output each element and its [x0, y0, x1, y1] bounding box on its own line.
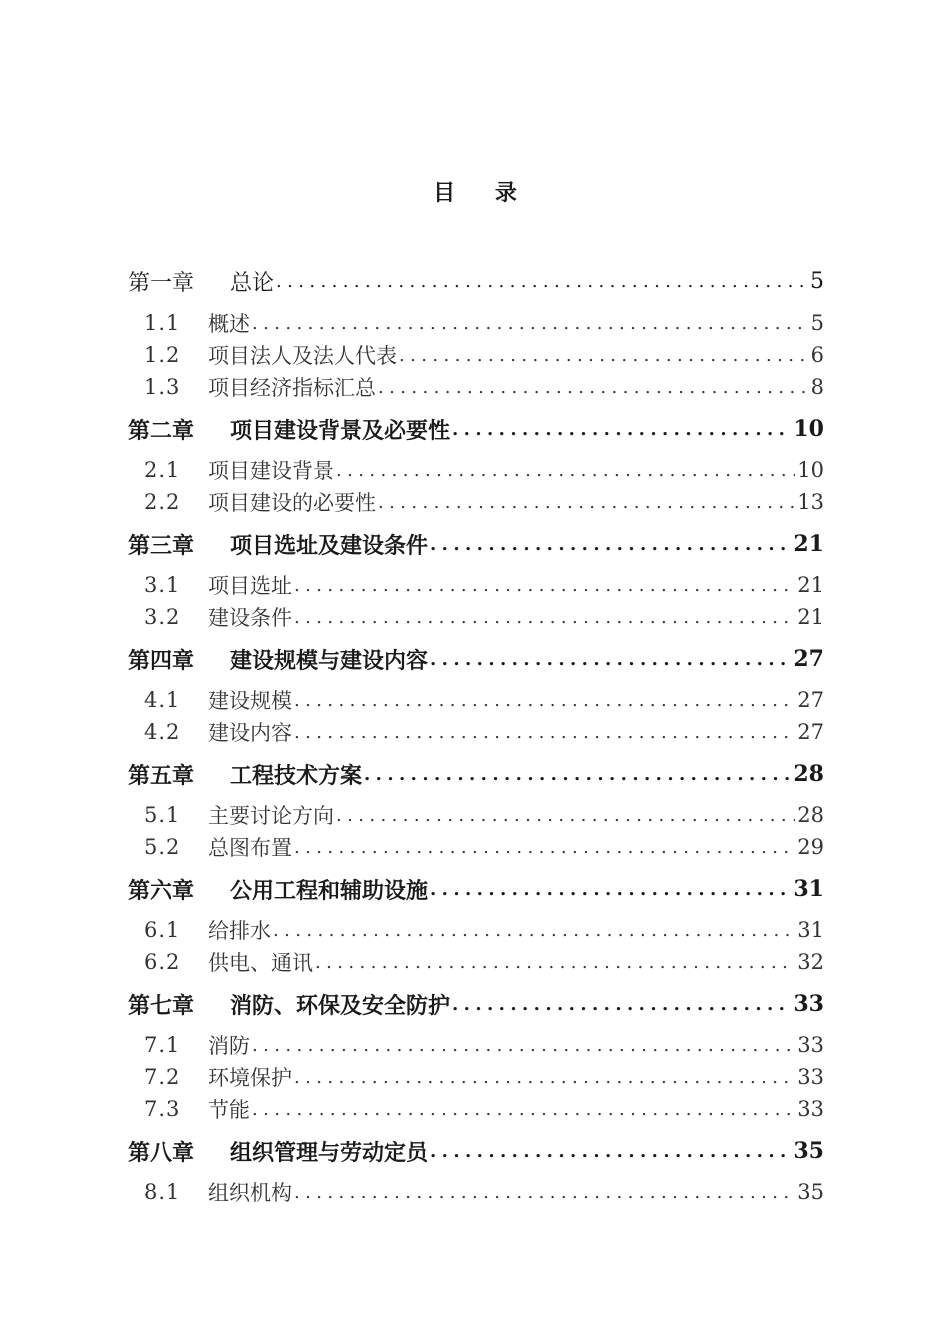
toc-section-entry[interactable] — [144, 915, 824, 945]
toc-entry-number: 5.1 — [144, 803, 181, 827]
toc-dot-leader — [294, 837, 795, 858]
toc-section-entry[interactable] — [144, 1094, 824, 1124]
toc-dot-leader — [315, 952, 795, 973]
toc-entry-title: 供电、通讯 — [208, 951, 313, 975]
toc-entry-number: 5.2 — [144, 835, 181, 859]
toc-entry-page-number: 10 — [793, 416, 824, 442]
toc-entry-title: 项目选址及建设条件 — [230, 532, 429, 559]
toc-entry-page-number: 35 — [797, 1180, 824, 1204]
toc-dot-leader — [294, 1182, 795, 1203]
toc-entry-page-number: 35 — [793, 1138, 824, 1164]
toc-chapter-entry[interactable] — [128, 1136, 824, 1166]
toc-section-entry[interactable] — [144, 487, 824, 517]
toc-entry-page-number: 33 — [797, 1097, 824, 1121]
toc-entry-page-number: 5 — [810, 268, 824, 294]
toc-section-entry[interactable] — [144, 1177, 824, 1207]
toc-section-entry[interactable] — [144, 455, 824, 485]
toc-entry-title: 主要讨论方向 — [208, 804, 334, 828]
toc-entry-title: 组织管理与劳动定员 — [230, 1139, 429, 1166]
toc-section-entry[interactable] — [144, 685, 824, 715]
toc-section-entry[interactable] — [144, 800, 824, 830]
toc-dot-leader — [430, 649, 791, 670]
toc-entry-page-number: 21 — [797, 605, 824, 629]
toc-entry-page-number: 21 — [797, 573, 824, 597]
toc-dot-leader — [430, 1141, 791, 1162]
toc-entry-title: 项目法人及法人代表 — [208, 344, 397, 368]
toc-entry-number: 第二章 — [128, 417, 195, 444]
toc-entry-title: 给排水 — [208, 919, 271, 943]
toc-dot-leader — [294, 607, 795, 628]
toc-entry-title: 消防 — [208, 1034, 250, 1058]
toc-dot-leader — [452, 419, 791, 440]
toc-dot-leader — [430, 534, 791, 555]
toc-entry-page-number: 33 — [797, 1065, 824, 1089]
toc-dot-leader — [276, 271, 808, 292]
toc-dot-leader — [294, 690, 795, 711]
toc-dot-leader — [273, 920, 795, 941]
toc-entry-title: 项目建设的必要性 — [208, 491, 376, 515]
toc-entry-number: 1.3 — [144, 375, 181, 399]
toc-entry-number: 4.1 — [144, 688, 181, 712]
toc-chapter-entry[interactable] — [128, 529, 824, 559]
toc-dot-leader — [399, 345, 809, 366]
toc-entry-page-number: 29 — [797, 835, 824, 859]
toc-entry-page-number: 28 — [797, 803, 824, 827]
toc-entry-number: 1.2 — [144, 343, 181, 367]
toc-entry-number: 7.1 — [144, 1033, 181, 1057]
toc-chapter-entry[interactable] — [128, 874, 824, 904]
toc-entry-title: 项目建设背景及必要性 — [230, 417, 451, 444]
toc-entry-page-number: 28 — [793, 761, 824, 787]
toc-dot-leader — [430, 879, 791, 900]
toc-entry-page-number: 13 — [797, 490, 824, 514]
toc-entry-page-number: 6 — [810, 343, 824, 367]
toc-entry-number: 3.1 — [144, 573, 181, 597]
toc-dot-leader — [294, 722, 795, 743]
toc-entry-title: 项目建设背景 — [208, 459, 334, 483]
toc-section-entry[interactable] — [144, 570, 824, 600]
toc-entry-number: 第五章 — [128, 762, 195, 789]
toc-entry-page-number: 31 — [793, 876, 824, 902]
toc-entry-page-number: 27 — [797, 688, 824, 712]
toc-entry-page-number: 31 — [797, 918, 824, 942]
toc-entry-title: 消防、环保及安全防护 — [230, 992, 451, 1019]
toc-dot-leader — [378, 377, 809, 398]
toc-entry-title: 总图布置 — [208, 836, 292, 860]
toc-entry-number: 2.1 — [144, 458, 181, 482]
toc-entry-number: 6.2 — [144, 950, 181, 974]
toc-entry-number: 第八章 — [128, 1139, 195, 1166]
toc-entry-number: 第三章 — [128, 532, 195, 559]
toc-section-entry[interactable] — [144, 340, 824, 370]
toc-entry-number: 7.3 — [144, 1097, 181, 1121]
toc-entry-title: 概述 — [208, 312, 250, 336]
toc-entry-page-number: 27 — [793, 646, 824, 672]
toc-section-entry[interactable] — [144, 602, 824, 632]
toc-entry-number: 7.2 — [144, 1065, 181, 1089]
toc-dot-leader — [252, 313, 809, 334]
toc-entry-number: 第一章 — [128, 270, 195, 296]
toc-entry-number: 3.2 — [144, 605, 181, 629]
toc-entry-title: 组织机构 — [208, 1181, 292, 1205]
toc-dot-leader — [294, 575, 795, 596]
toc-entry-page-number: 33 — [793, 991, 824, 1017]
toc-section-entry[interactable] — [144, 832, 824, 862]
toc-dot-leader — [252, 1099, 795, 1120]
toc-entry-page-number: 33 — [797, 1033, 824, 1057]
toc-entry-title: 项目经济指标汇总 — [208, 376, 376, 400]
toc-entry-number: 8.1 — [144, 1180, 181, 1204]
toc-entry-number: 第七章 — [128, 992, 195, 1019]
toc-entry-title: 建设条件 — [208, 606, 292, 630]
toc-entry-title: 建设内容 — [208, 721, 292, 745]
toc-chapter-entry[interactable] — [128, 759, 824, 789]
toc-entry-page-number: 32 — [797, 950, 824, 974]
toc-dot-leader — [336, 460, 795, 481]
toc-section-entry[interactable] — [144, 308, 824, 338]
toc-title: 目 录 — [433, 180, 533, 206]
toc-entry-page-number: 10 — [797, 458, 824, 482]
toc-chapter-entry[interactable] — [128, 644, 824, 674]
toc-section-entry[interactable] — [144, 947, 824, 977]
toc-entry-title: 节能 — [208, 1098, 250, 1122]
toc-entry-number: 1.1 — [144, 311, 181, 335]
toc-chapter-entry[interactable] — [128, 414, 824, 444]
toc-entry-title: 总论 — [230, 270, 275, 296]
toc-section-entry[interactable] — [144, 372, 824, 402]
toc-dot-leader — [252, 1035, 795, 1056]
toc-chapter-entry[interactable] — [128, 266, 824, 296]
toc-entry-page-number: 5 — [810, 311, 824, 335]
toc-entry-title: 建设规模与建设内容 — [230, 647, 429, 674]
toc-dot-leader — [378, 492, 795, 513]
toc-entry-title: 环境保护 — [208, 1066, 292, 1090]
toc-entry-number: 4.2 — [144, 720, 181, 744]
toc-entry-number: 第六章 — [128, 877, 195, 904]
toc-section-entry[interactable] — [144, 717, 824, 747]
toc-entry-number: 第四章 — [128, 647, 195, 674]
toc-section-entry[interactable] — [144, 1030, 824, 1060]
toc-entry-title: 工程技术方案 — [230, 762, 363, 789]
toc-section-entry[interactable] — [144, 1062, 824, 1092]
toc-entry-page-number: 27 — [797, 720, 824, 744]
toc-entry-page-number: 8 — [810, 375, 824, 399]
toc-dot-leader — [364, 764, 791, 785]
toc-entry-page-number: 21 — [793, 531, 824, 557]
toc-entry-title: 项目选址 — [208, 574, 292, 598]
toc-dot-leader — [336, 805, 795, 826]
toc-entry-number: 2.2 — [144, 490, 181, 514]
toc-entry-title: 公用工程和辅助设施 — [230, 877, 429, 904]
toc-dot-leader — [452, 994, 791, 1015]
toc-dot-leader — [294, 1067, 795, 1088]
toc-chapter-entry[interactable] — [128, 989, 824, 1019]
toc-entry-number: 6.1 — [144, 918, 181, 942]
toc-entry-title: 建设规模 — [208, 689, 292, 713]
